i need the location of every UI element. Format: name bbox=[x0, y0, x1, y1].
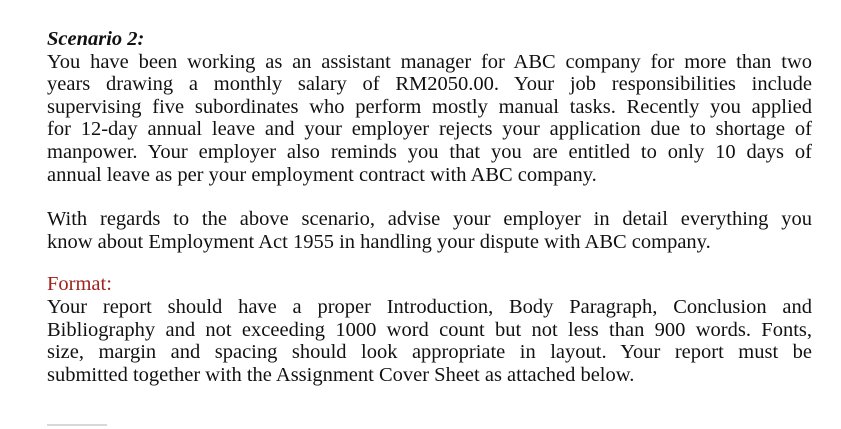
scenario-line: You have been working as an assistant manager for ABC company for more than two bbox=[47, 50, 812, 73]
paragraph-spacer bbox=[47, 253, 812, 273]
format-line: Bibliography and not exceeding 1000 word count but not less than 900 words. Fonts, bbox=[47, 318, 812, 341]
format-line: submitted together with the Assignment Cover Sheet as attached below. bbox=[47, 363, 635, 386]
format-line: size, margin and spacing should look appropriate in layout. Your report must be bbox=[47, 341, 812, 364]
question-line: know about Employment Act 1955 in handling your dispute with ABC company. bbox=[47, 230, 711, 253]
scenario-line: supervising five subordinates who perform mostly manual tasks. Recently you applied bbox=[47, 95, 812, 118]
scenario-heading: Scenario 2: bbox=[47, 28, 145, 50]
question-line: With regards to the above scenario, advise your employer in detail everything you bbox=[47, 208, 812, 231]
scenario-paragraph bbox=[47, 51, 812, 187]
scenario-line: annual leave as per your employment contract with ABC company. bbox=[47, 163, 597, 186]
format-label: Format: bbox=[47, 273, 112, 296]
format-line: Your report should have a proper Introduction, Body Paragraph, Conclusion and bbox=[47, 295, 812, 318]
scenario-line: for 12-day annual leave and your employer rejects your application due to shortage of bbox=[47, 118, 812, 141]
paragraph-spacer bbox=[47, 186, 812, 208]
scenario-line: manpower. Your employer also reminds you that you are entitled to only 10 days of bbox=[47, 140, 812, 163]
cut-off-text-fragment bbox=[47, 424, 107, 426]
document-page bbox=[47, 28, 812, 386]
format-paragraph bbox=[47, 296, 812, 386]
scenario-line: years drawing a monthly salary of RM2050.00. Your job responsibilities include bbox=[47, 73, 812, 96]
question-paragraph bbox=[47, 208, 812, 253]
